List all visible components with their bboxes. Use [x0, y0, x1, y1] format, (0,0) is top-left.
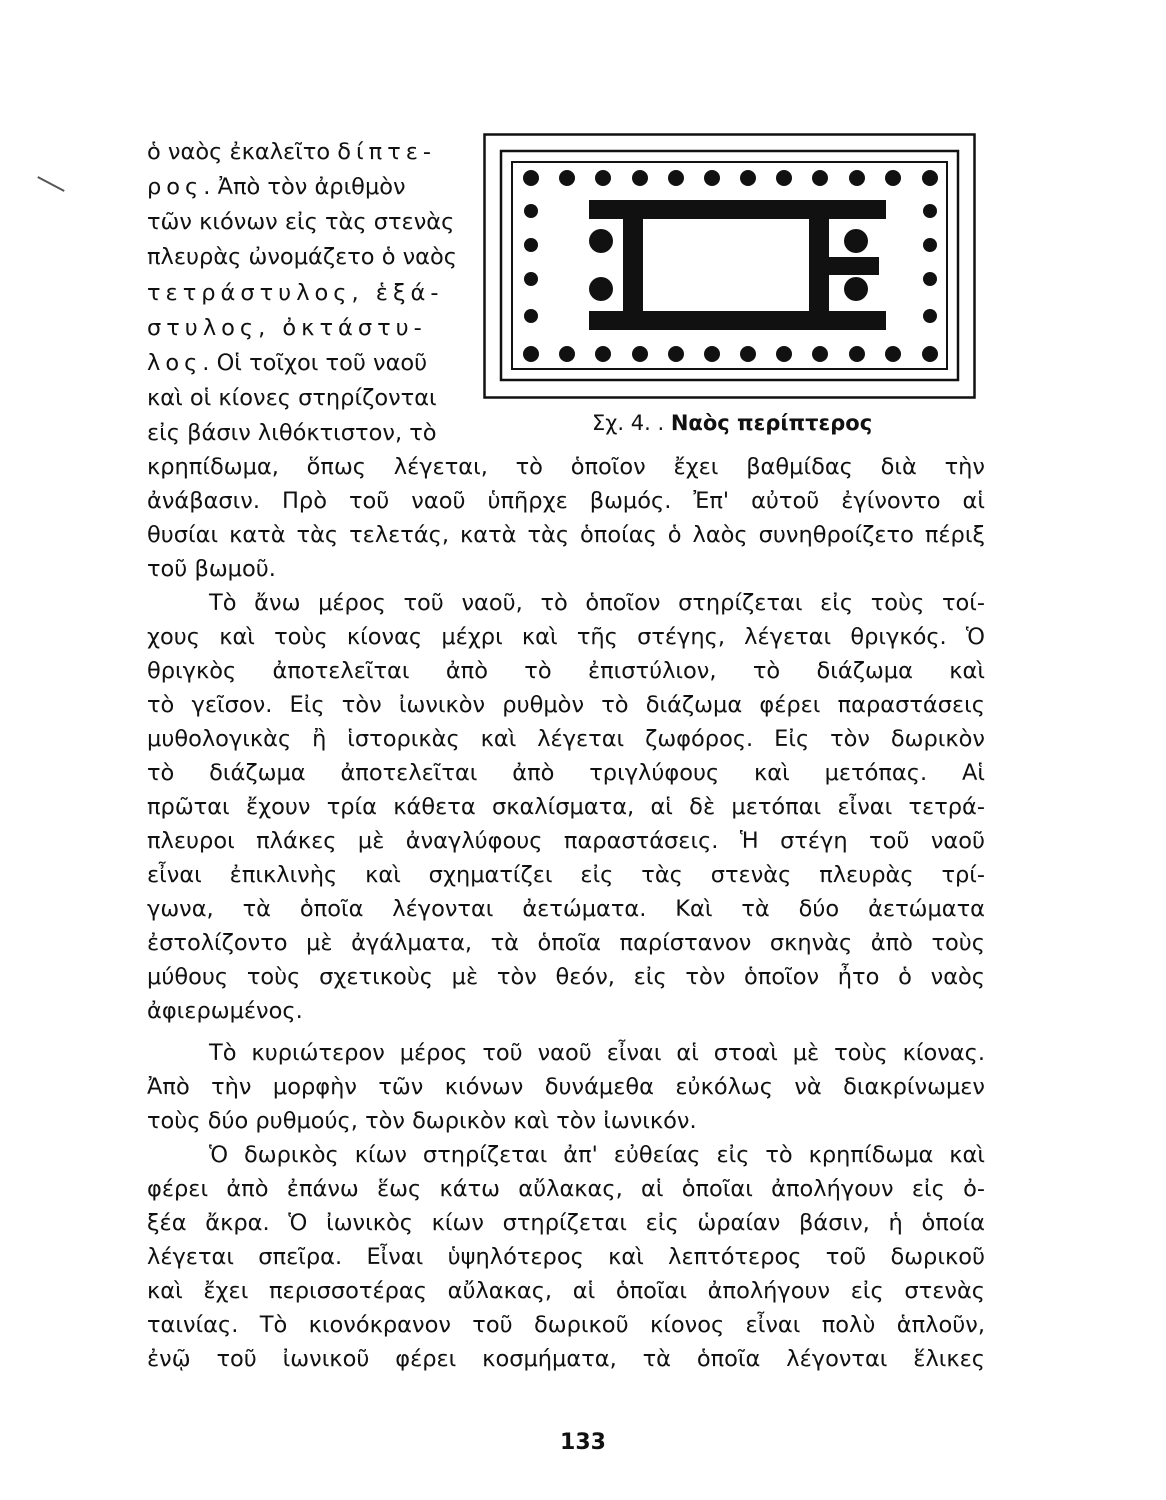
rear-columns: [523, 346, 938, 362]
text-line: κρηπίδωμα, ὅπως λέγεται, τὸ ὁποῖον ἔχει βαθμίδας διὰ τὴν: [147, 454, 985, 480]
text-line: θριγκὸς ἀποτελεῖται ἀπὸ τὸ ἐπιστύλιον, τὸ διάζωμα καὶ: [147, 658, 985, 684]
text-line: ἀνάβασιν. Πρὸ τοῦ ναοῦ ὑπῆρχε βωμός. Ἐπ' αὐτοῦ ἐγίνοντο αἱ: [147, 488, 985, 514]
text-line: ξέα ἄκρα. Ὁ ἰωνικὸς κίων στηρίζεται εἰς ὡραίαν βάσιν, ἡ ὁποία: [147, 1210, 985, 1236]
text-line: μύθους τοὺς σχετικοὺς μὲ τὸν θεόν, εἰς τὸν ὁποῖον ἦτο ὁ ναὸς: [147, 964, 985, 990]
text-line: τοὺς δύο ρυθμούς, τὸν δωρικὸν καὶ τὸν ἰωνικόν.: [147, 1108, 697, 1134]
column-line: στυλος, ὀκτάστυ-: [147, 315, 427, 341]
text-line: γωνα, τὰ ὁποῖα λέγονται ἀετώματα. Καὶ τὰ δύο ἀετώματα: [147, 896, 985, 922]
text-line: πλευροι πλάκες μὲ ἀναγλύφους παραστάσεις. Ἡ στέγη τοῦ ναοῦ: [147, 828, 985, 854]
text-line: θυσίαι κατὰ τὰς τελετάς, κατὰ τὰς ὁποίας ὁ λαὸς συνηθροίζετο πέριξ: [147, 522, 985, 548]
temple-plan-figure: [483, 133, 976, 399]
text-line: ταινίας. Τὸ κιονόκρανον τοῦ δωρικοῦ κίονος εἶναι πολὺ ἁπλοῦν,: [147, 1312, 985, 1338]
column-line: ὁ ναὸς ἐκαλεῖτο δίπτε-: [147, 139, 437, 165]
text-line: φέρει ἀπὸ ἐπάνω ἕως κάτω αὔλακας, αἱ ὁποῖαι ἀπολήγουν εἰς ὀ-: [147, 1176, 985, 1202]
cella-walls: [589, 200, 886, 330]
text-line: χους καὶ τοὺς κίονας μέχρι καὶ τῆς στέγης, λέγεται θριγκός. Ὁ: [147, 624, 985, 650]
text-line: ἐστολίζοντο μὲ ἀγάλματα, τὰ ὁποῖα παρίστανον σκηνὰς ἀπὸ τοὺς: [147, 930, 985, 956]
page-number: 133: [560, 1430, 606, 1455]
text-line: λέγεται σπεῖρα. Εἶναι ὑψηλότερος καὶ λεπτότερος τοῦ δωρικοῦ: [147, 1244, 985, 1270]
text-line: ἐνῷ τοῦ ἰωνικοῦ φέρει κοσμήματα, τὰ ὁποῖα λέγονται ἕλικες: [147, 1346, 985, 1372]
stylobate-outline: [512, 162, 947, 369]
column-line: τετράστυλος, ἑξά-: [147, 280, 444, 306]
text-line: Τὸ κυριώτερον μέρος τοῦ ναοῦ εἶναι αἱ στοαὶ μὲ τοὺς κίονας.: [209, 1040, 985, 1066]
column-line: καὶ οἱ κίονες στηρίζονται: [147, 385, 437, 411]
text-line: Τὸ ἄνω μέρος τοῦ ναοῦ, τὸ ὁποῖον στηρίζεται εἰς τοὺς τοί-: [209, 590, 985, 616]
text-line: τοῦ βωμοῦ.: [147, 556, 276, 582]
figure-outer-frame: [485, 135, 975, 398]
text-line: Ἀπὸ τὴν μορφὴν τῶν κιόνων δυνάμεθα εὐκόλως νὰ διακρίνωμεν: [147, 1074, 985, 1100]
column-line: τῶν κιόνων εἰς τὰς στενὰς: [147, 209, 455, 235]
text-line: τὸ γεῖσον. Εἰς τὸν ἰωνικὸν ρυθμὸν τὸ διάζωμα φέρει παραστάσεις: [147, 692, 985, 718]
column-line: εἰς βάσιν λιθόκτιστον, τὸ: [147, 420, 437, 446]
margin-mark: [37, 176, 64, 192]
text-line: εἶναι ἐπικλινὴς καὶ σχηματίζει εἰς τὰς στενὰς πλευρὰς τρί-: [147, 862, 985, 888]
column-line: πλευρὰς ὠνομάζετο ὁ ναὸς: [147, 244, 457, 270]
column-line: ρος. Ἀπὸ τὸν ἀριθμὸν: [147, 174, 406, 200]
column-line: λος. Οἱ τοῖχοι τοῦ ναοῦ: [147, 350, 428, 376]
text-line: μυθολογικὰς ἢ ἱστορικὰς καὶ λέγεται ζωφόρος. Εἰς τὸν δωρικὸν: [147, 726, 985, 752]
text-line: ἀφιερωμένος.: [147, 998, 303, 1024]
text-line: τὸ διάζωμα ἀποτελεῖται ἀπὸ τριγλύφους καὶ μετόπας. Αἱ: [147, 760, 985, 786]
colonnade: [523, 170, 938, 362]
text-line: καὶ ἔχει περισσοτέρας αὔλακας, αἱ ὁποῖαι ἀπολήγουν εἰς στενὰς: [147, 1278, 985, 1304]
figure-caption: Σχ. 4. . Ναὸς περίπτερος: [592, 411, 873, 435]
text-line: Ὁ δωρικὸς κίων στηρίζεται ἀπ' εὐθείας εἰς τὸ κρηπίδωμα καὶ: [209, 1142, 985, 1168]
front-columns: [523, 170, 938, 186]
text-line: πρῶται ἔχουν τρία κάθετα σκαλίσματα, αἱ δὲ μετόπαι εἶναι τετρά-: [147, 794, 985, 820]
